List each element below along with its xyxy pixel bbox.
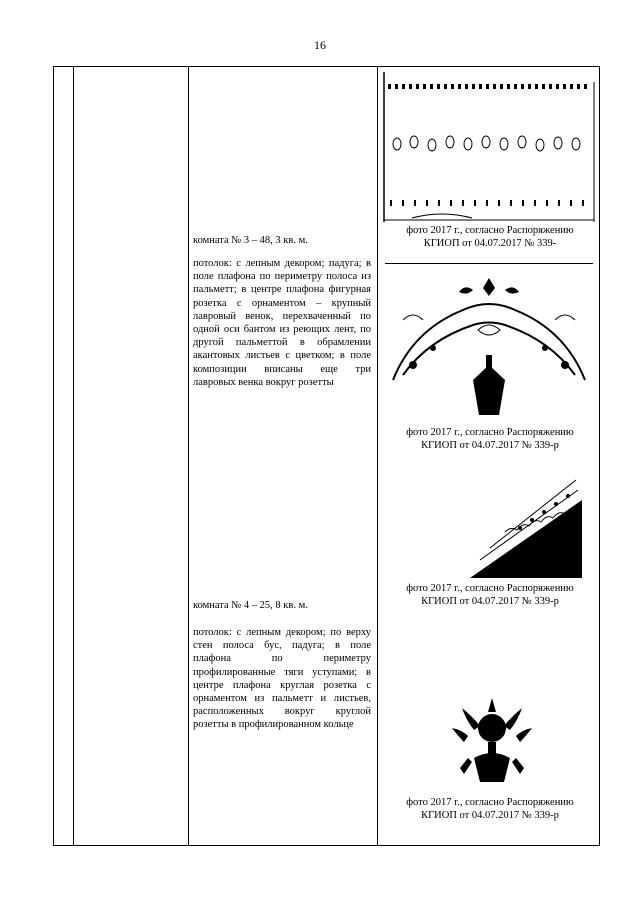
photo-cornice-frieze bbox=[382, 72, 596, 222]
caption-line: фото 2017 г., согласно Распоряжению bbox=[406, 225, 574, 236]
page-number: 16 bbox=[314, 38, 326, 52]
photo-ceiling-rosette-wreath bbox=[383, 270, 595, 420]
caption-line: КГИОП от 04.07.2017 № 339-р bbox=[421, 440, 559, 451]
caption-line: фото 2017 г., согласно Распоряжению bbox=[406, 427, 574, 438]
room-description: потолок: с лепным декором; по верху стен полоса бус, падуга; в поле плафона по периметру профилированные тяги уступами; в центре плафона круглая розетка с орнаментом из пальметт и листьев, расположенных вокруг круглой розетты в профилированном кольце bbox=[193, 627, 371, 731]
photo-caption bbox=[380, 796, 600, 822]
photo-round-rosette bbox=[432, 688, 552, 788]
table-col-border-2 bbox=[73, 66, 74, 846]
photo-caption bbox=[380, 224, 600, 250]
table-top-border bbox=[53, 66, 600, 67]
caption-line: КГИОП от 04.07.2017 № 339-р bbox=[421, 810, 559, 821]
room-title: комната № 3 – 48, 3 кв. м. bbox=[193, 235, 308, 246]
table-col-border-3 bbox=[188, 66, 189, 846]
room-description: потолок: с лепным декором; падуга; в поле плафона по периметру полоса из пальметт; в центре плафона фигурная розетка с орнаментом – крупный лавровый венок, перехваченный по одной оси бантом из реющих лент, по другой пальметтой в обрамлении акантовых листьев с цветком; в поле композиции вписаны еще три лавровых венка вокруг розетты bbox=[193, 258, 371, 388]
photo-caption bbox=[380, 582, 600, 608]
caption-line: фото 2017 г., согласно Распоряжению bbox=[406, 583, 574, 594]
caption-line: КГИОП от 04.07.2017 № 339- bbox=[423, 238, 557, 249]
table-col-border-4 bbox=[377, 66, 378, 846]
photo-caption bbox=[380, 426, 600, 452]
photo-cornice-corner bbox=[470, 470, 582, 578]
room-title: комната № 4 – 25, 8 кв. м. bbox=[193, 600, 308, 611]
photo-separator bbox=[385, 263, 593, 264]
table-col-border-5 bbox=[599, 66, 600, 846]
table-col-border-1 bbox=[53, 66, 54, 846]
table-bottom-border bbox=[53, 845, 600, 846]
caption-line: фото 2017 г., согласно Распоряжению bbox=[406, 797, 574, 808]
caption-line: КГИОП от 04.07.2017 № 339-р bbox=[421, 596, 559, 607]
